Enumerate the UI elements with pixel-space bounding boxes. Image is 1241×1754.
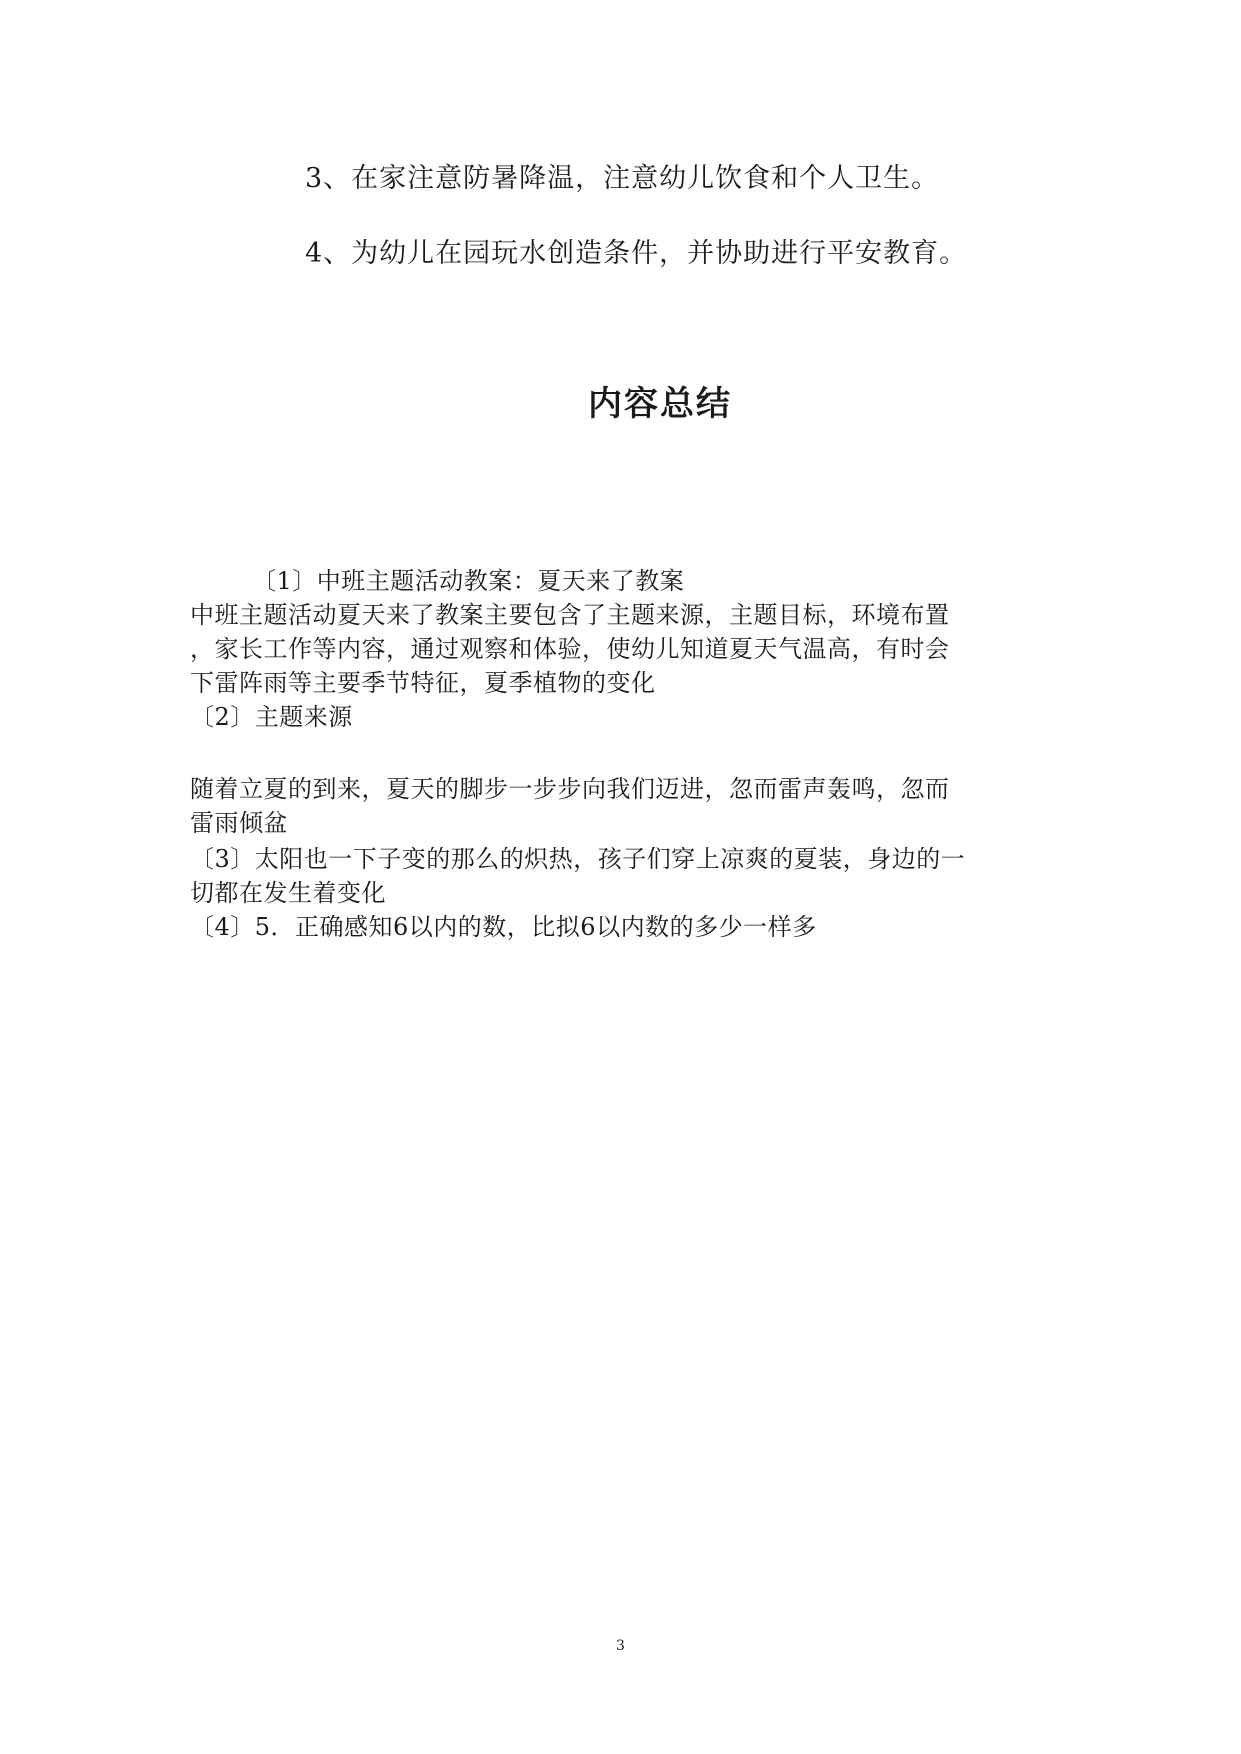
summary-line: 随着立夏的到来，夏天的脚步一步步向我们迈进，忽而雷声轰鸣，忽而 <box>190 775 950 803</box>
summary-line: ，家长工作等内容，通过观察和体验，使幼儿知道夏天气温高，有时会 <box>190 635 950 663</box>
section-heading: 内容总结 <box>588 384 732 424</box>
summary-line: 下雷阵雨等主要季节特征，夏季植物的变化 <box>190 669 656 697</box>
summary-line: 〔4〕5．正确感知6以内的数，比拟6以内数的多少一样多 <box>190 913 817 941</box>
list-item-3: 3、在家注意防暑降温，注意幼儿饮食和个人卫生。 <box>305 163 940 194</box>
summary-line: 〔2〕主题来源 <box>190 703 353 731</box>
summary-line: 切都在发生着变化 <box>190 879 386 907</box>
summary-line: 中班主题活动夏天来了教案主要包含了主题来源，主题目标，环境布置 <box>190 601 950 629</box>
summary-line: 雷雨倾盆 <box>190 809 288 837</box>
list-item-4: 4、为幼儿在园玩水创造条件，并协助进行平安教育。 <box>305 238 968 269</box>
summary-line: 〔1〕中班主题活动教案：夏天来了教案 <box>252 567 685 595</box>
page-number: 3 <box>616 1638 625 1654</box>
summary-line: 〔3〕太阳也一下子变的那么的炽热，孩子们穿上凉爽的夏装，身边的一 <box>190 845 966 873</box>
